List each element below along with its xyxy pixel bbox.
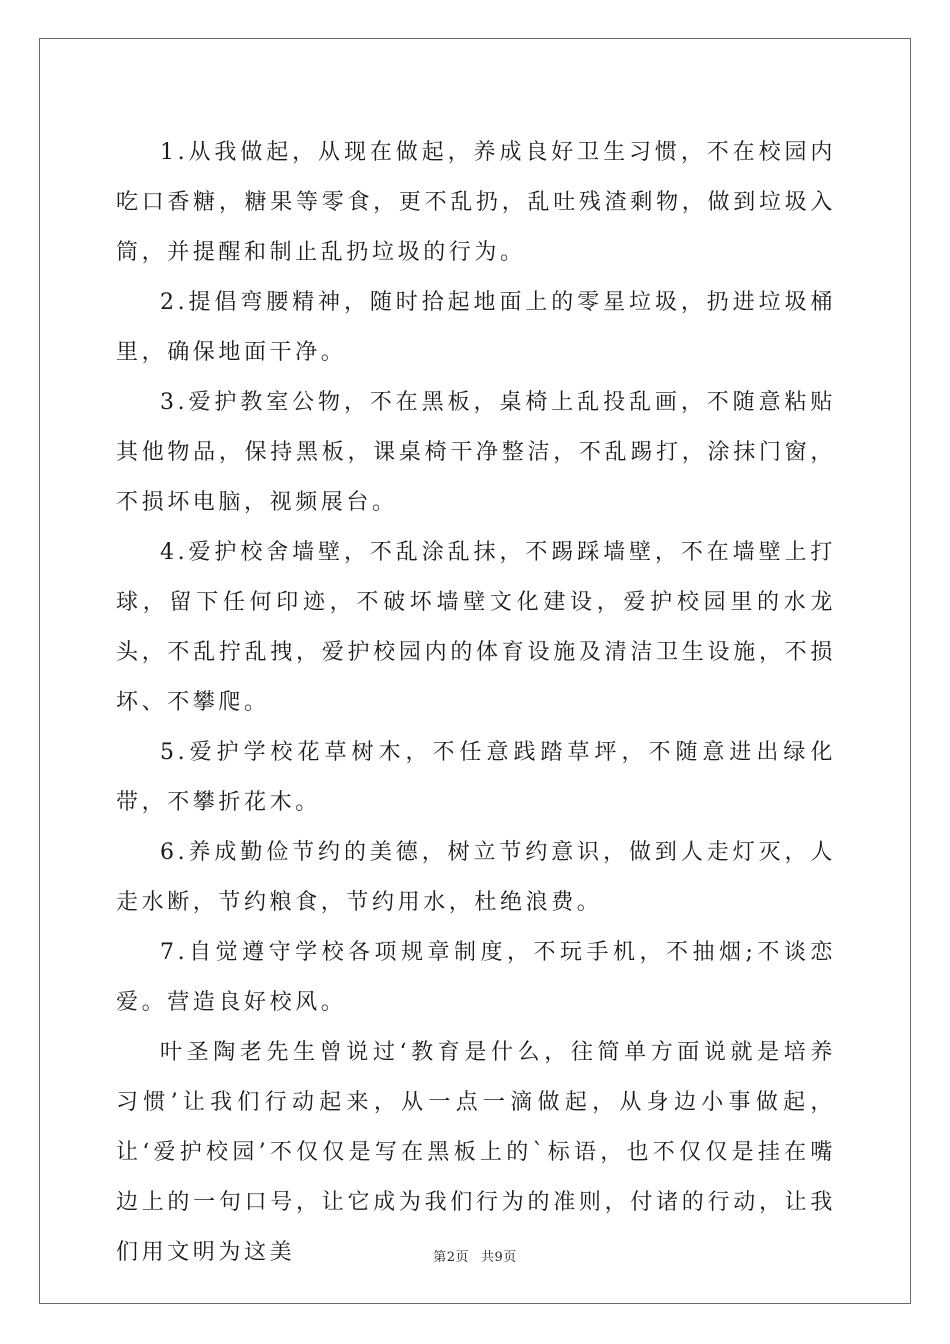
paragraph-7: 7.自觉遵守学校各项规章制度，不玩手机，不抽烟;不谈恋爱。营造良好校风。 [116, 940, 836, 1015]
page-footer [0, 1246, 950, 1265]
paragraph-2: 2.提倡弯腰精神，随时拾起地面上的零星垃圾，扔进垃圾桶里，确保地面干净。 [116, 290, 836, 365]
document-body [116, 128, 836, 1278]
paragraph-1: 1.从我做起，从现在做起，养成良好卫生习惯，不在校园内吃口香糖，糖果等零食，更不乱扔，乱吐残渣剩物，做到垃圾入筒，并提醒和制止乱扔垃圾的行为。 [116, 140, 836, 265]
paragraph-6: 6.养成勤俭节约的美德，树立节约意识，做到人走灯灭，人走水断，节约粮食，节约用水，杜绝浪费。 [116, 840, 836, 915]
paragraph-4: 4.爱护校舍墙壁，不乱涂乱抹，不踢踩墙壁，不在墙壁上打球，留下任何印迹，不破坏墙壁文化建设，爱护校园里的水龙头，不乱拧乱拽，爱护校园内的体育设施及清洁卫生设施，不损坏、不攀爬。 [116, 540, 836, 715]
page-total: 共9页 [481, 1250, 517, 1265]
paragraph-3: 3.爱护教室公物，不在黑板，桌椅上乱投乱画，不随意粘贴其他物品，保持黑板，课桌椅干净整洁，不乱踢打，涂抹门窗，不损坏电脑，视频展台。 [116, 390, 836, 515]
page-number: 第2页 [433, 1250, 469, 1265]
paragraph-5: 5.爱护学校花草树木，不任意践踏草坪，不随意进出绿化带，不攀折花木。 [116, 740, 836, 815]
paragraph-closing: 叶圣陶老先生曾说过‘教育是什么，往简单方面说就是培养习惯’让我们行动起来，从一点一滴做起，从身边小事做起，让‘爱护校园’不仅仅是写在黑板上的`标语，也不仅仅是挂在嘴边上的一句口号，让它成为我们行为的准则，付诸的行动，让我们用文明为这美 [116, 1040, 836, 1265]
